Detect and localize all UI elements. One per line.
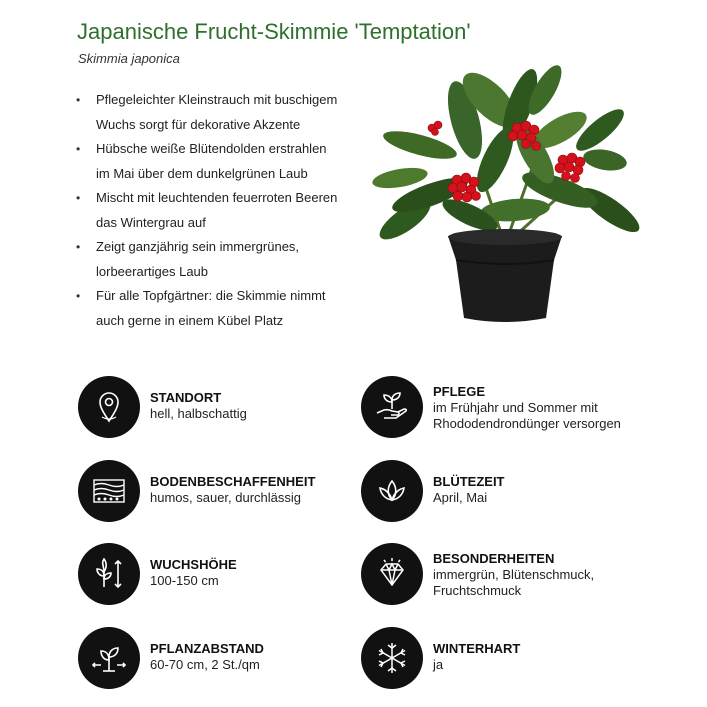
feature-label: STANDORT: [150, 390, 222, 405]
berry-cluster: [448, 173, 481, 202]
feature-label: BLÜTEZEIT: [433, 474, 505, 489]
feature-pflege: [361, 376, 621, 438]
feature-value: Rhododendrondünger versorgen: [433, 416, 621, 431]
page-title: Japanische Frucht-Skimmie 'Temptation': [77, 19, 471, 44]
botanical-name: Skimmia japonica: [78, 51, 180, 66]
feature-label: PFLANZABSTAND: [150, 641, 264, 656]
plant-height-icon: [78, 543, 140, 605]
soil-layers-icon: [78, 460, 140, 522]
feature-label: WINTERHART: [433, 641, 521, 656]
feature-winterhart: [361, 627, 520, 689]
feature-value: im Frühjahr und Sommer mit: [433, 400, 598, 415]
lotus-flower-icon: [361, 460, 423, 522]
feature-wuchshoehe: [78, 543, 237, 605]
plant-spacing-icon: [78, 627, 140, 689]
feature-value: immergrün, Blütenschmuck,: [433, 567, 595, 582]
feature-list: [76, 88, 366, 333]
snowflake-icon: [361, 627, 423, 689]
feature-label: WUCHSHÖHE: [150, 557, 237, 572]
hand-sprout-icon: [361, 376, 423, 438]
berry-cluster: [508, 121, 541, 151]
list-item: • Zeigt ganzjährig sein immergrünes, lorbeerartiges Laub: [76, 235, 366, 284]
feature-label: BODENBESCHAFFENHEIT: [150, 474, 316, 489]
feature-standort: [78, 376, 247, 438]
feature-value: 100-150 cm: [150, 573, 219, 588]
feature-label: BESONDERHEITEN: [433, 551, 555, 566]
feature-pflanzabstand: [78, 627, 264, 689]
diamond-icon: [361, 543, 423, 605]
feature-value: 60-70 cm, 2 St./qm: [150, 657, 260, 672]
feature-value: humos, sauer, durchlässig: [150, 490, 302, 505]
potted-skimmia-illustration: [371, 61, 645, 322]
berry-cluster: [428, 121, 442, 136]
feature-value: hell, halbschattig: [150, 406, 247, 421]
location-pin-icon: [78, 376, 140, 438]
feature-value: Fruchtschmuck: [433, 583, 522, 598]
feature-boden: [78, 460, 315, 522]
list-item: • Mischt mit leuchtenden feuerroten Beeren das Wintergrau auf: [76, 186, 366, 235]
feature-label: PFLEGE: [433, 384, 486, 399]
feature-bluetezeit: [361, 460, 505, 522]
list-item: • Pflegeleichter Kleinstrauch mit buschigem Wuchs sorgt für dekorative Akzente: [76, 88, 366, 137]
feature-besonderheiten: [361, 543, 594, 605]
feature-value: ja: [433, 657, 444, 672]
list-item: • Hübsche weiße Blütendolden erstrahlen im Mai über dem dunkelgrünen Laub: [76, 137, 366, 186]
plant-image: [360, 60, 650, 330]
list-item: • Für alle Topfgärtner: die Skimmie nimmt auch gerne in einem Kübel Platz: [76, 284, 366, 333]
feature-value: April, Mai: [433, 490, 488, 505]
